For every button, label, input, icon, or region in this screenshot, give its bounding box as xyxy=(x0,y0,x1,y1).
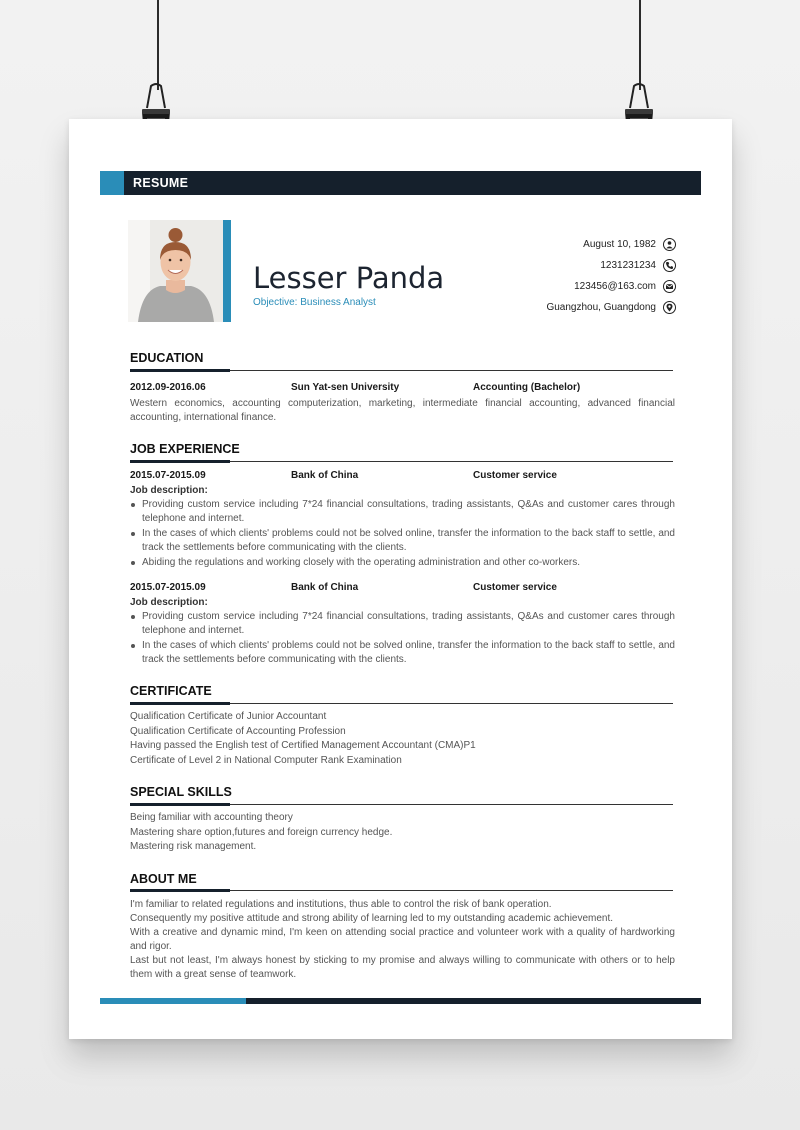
list-item: Certificate of Level 2 in National Computer Rank Examination xyxy=(130,754,402,766)
phone-icon xyxy=(663,259,676,272)
contact-text: Guangzhou, Guangdong xyxy=(546,301,656,313)
job-role: Customer service xyxy=(473,470,557,481)
list-item: Mastering risk management. xyxy=(130,841,257,852)
job-company: Bank of China xyxy=(291,470,359,481)
about-heading: ABOUT ME xyxy=(130,872,197,886)
contact-birthday xyxy=(583,236,676,252)
education-rule xyxy=(130,370,673,371)
contact-location xyxy=(546,299,676,315)
job-description-label: Job description: xyxy=(130,597,208,608)
list-item: Being familiar with accounting theory xyxy=(130,812,293,823)
education-period: 2012.09-2016.06 xyxy=(130,382,206,393)
skills-list xyxy=(130,811,675,855)
certificate-rule xyxy=(130,703,673,704)
about-paragraph: Last but not least, I'm always honest by sticking to my promise and always willing to communicate with others or to help them with a great sense of teamwork. xyxy=(130,955,675,980)
list-item: Qualification Certificate of Junior Accountant xyxy=(130,711,327,722)
list-item: In the cases of which clients' problems could not be solved online, transfer the information to the back staff to settle, and track the settlements before communicating with the clients. xyxy=(130,527,675,555)
experience-heading: JOB EXPERIENCE xyxy=(130,442,240,456)
profile-photo-illustration xyxy=(128,220,223,322)
skills-heading: SPECIAL SKILLS xyxy=(130,785,232,799)
job-bullets xyxy=(130,610,675,668)
footer-bar xyxy=(100,998,701,1004)
profile-name: Lesser Panda xyxy=(253,261,445,295)
about-text xyxy=(130,898,675,982)
job-period: 2015.07-2015.09 xyxy=(130,470,206,481)
resume-banner xyxy=(100,171,701,195)
mail-icon xyxy=(663,280,676,293)
banner-accent xyxy=(100,171,124,195)
hanging-wire-left xyxy=(157,0,159,90)
about-paragraph: With a creative and dynamic mind, I'm keen on attending social practice and volunteer work with a quality of hardworking and rigor. xyxy=(130,927,675,952)
education-school: Sun Yat-sen University xyxy=(291,382,400,393)
person-icon xyxy=(663,238,676,251)
contact-email xyxy=(574,278,676,294)
resume-paper xyxy=(69,119,732,1039)
education-description: Western economics, accounting computerization, marketing, intermediate financial accounting, advanced financial accounting, international finance. xyxy=(130,398,675,423)
contact-text: August 10, 1982 xyxy=(583,238,656,250)
list-item: Abiding the regulations and working closely with the operating administration and other co-workers. xyxy=(130,556,675,570)
job-description-label: Job description: xyxy=(130,485,208,496)
education-major: Accounting (Bachelor) xyxy=(473,382,581,393)
job-role: Customer service xyxy=(473,582,557,593)
list-item: Qualification Certificate of Accounting Profession xyxy=(130,725,346,737)
contact-phone xyxy=(600,257,676,273)
job-period: 2015.07-2015.09 xyxy=(130,582,206,593)
list-item: Mastering share option,futures and foreign currency hedge. xyxy=(130,826,393,838)
about-rule xyxy=(130,890,673,891)
job-bullets xyxy=(130,498,675,571)
list-item: In the cases of which clients' problems could not be solved online, transfer the information to the back staff to settle, and track the settlements before communicating with the clients. xyxy=(130,639,675,667)
skills-rule xyxy=(130,804,673,805)
about-paragraph: Consequently my positive attitude and strong ability of learning led to my outstanding academic achievement. xyxy=(130,913,614,924)
experience-rule xyxy=(130,461,673,462)
location-pin-icon xyxy=(663,301,676,314)
banner-title: RESUME xyxy=(133,176,189,190)
profile-objective: Objective: Business Analyst xyxy=(253,297,376,308)
education-heading: EDUCATION xyxy=(130,351,204,365)
about-paragraph: I'm familiar to related regulations and institutions, thus able to control the risk of bank operation. xyxy=(130,899,552,910)
hanging-wire-right xyxy=(639,0,641,90)
list-item: Having passed the English test of Certified Management Accountant (CMA)P1 xyxy=(130,740,476,751)
contact-text: 1231231234 xyxy=(600,259,656,271)
footer-accent xyxy=(100,998,246,1004)
job-company: Bank of China xyxy=(291,582,359,593)
certificate-list xyxy=(130,710,675,768)
certificate-heading: CERTIFICATE xyxy=(130,684,212,698)
photo-accent-bar xyxy=(223,220,231,322)
list-item: Providing custom service including 7*24 financial consultations, trading assistants, Q&As and customer cares through telephone and internet. xyxy=(130,498,675,526)
list-item: Providing custom service including 7*24 financial consultations, trading assistants, Q&As and customer cares through telephone and internet. xyxy=(130,610,675,638)
profile-photo xyxy=(128,220,223,322)
contact-text: 123456@163.com xyxy=(574,280,656,292)
